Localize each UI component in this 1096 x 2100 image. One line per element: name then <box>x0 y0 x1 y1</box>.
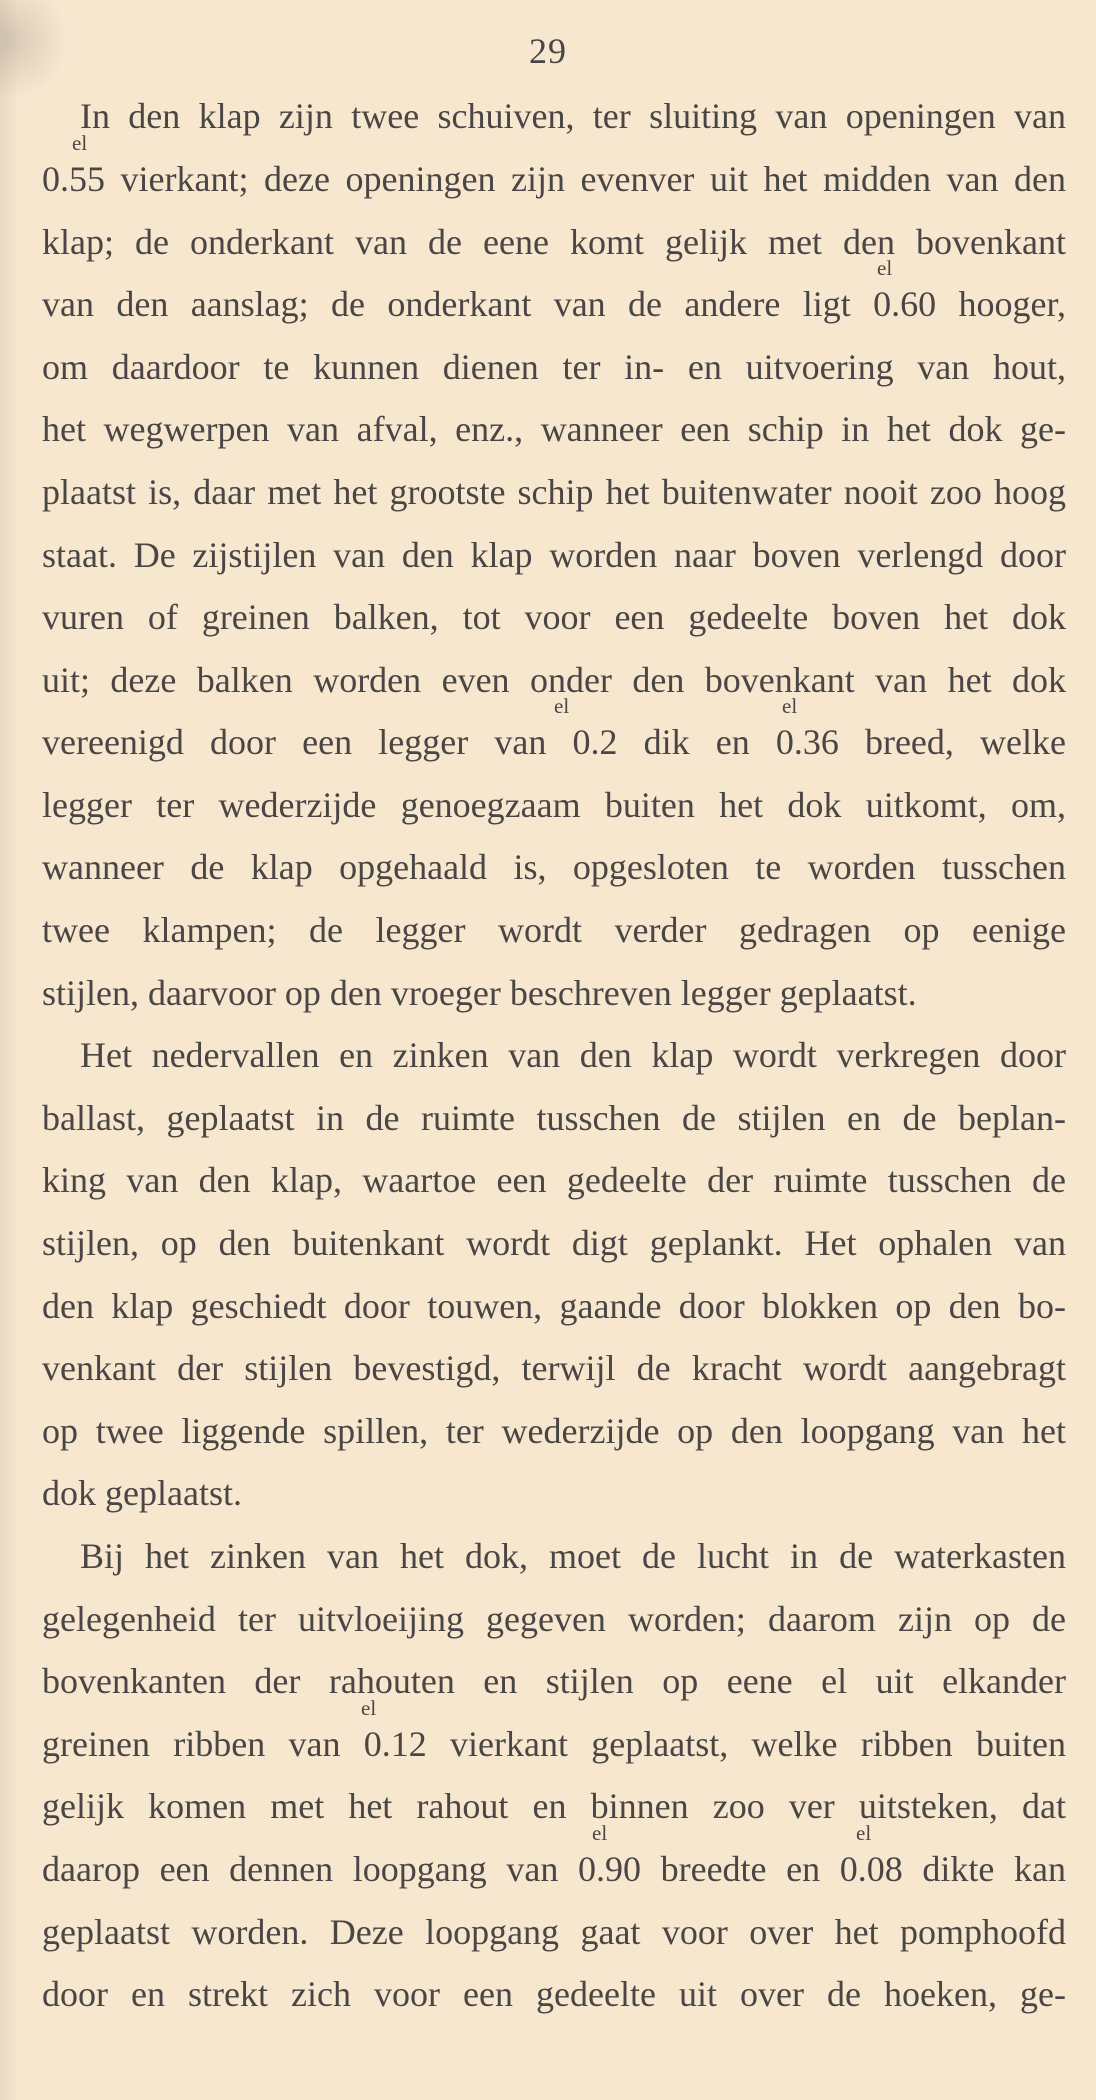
text-line: gelijk komen met het rahout en binnen zoo ver uitsteken, dat <box>42 1786 1066 1826</box>
text-line: daarop een dennen loopgang van 0.90 breedte en 0.08 dikte kan <box>42 1849 1066 1889</box>
text-line: greinen ribben van 0.12 vierkant geplaatst, welke ribben buiten <box>42 1724 1066 1764</box>
text-line: uit; deze balken worden even onder den bovenkant van het dok <box>42 660 1066 700</box>
text-line: plaatst is, daar met het grootste schip het buitenwater nooit zoo hoog <box>42 472 1066 512</box>
text-line: door en strekt zich voor een gedeelte uit over de hoeken, ge- <box>42 1974 1066 2014</box>
text-line: op twee liggende spillen, ter wederzijde op den loopgang van het <box>42 1411 1066 1451</box>
text-line: In den klap zijn twee schuiven, ter sluiting van openingen van <box>80 96 1066 136</box>
unit-mark: el <box>592 1821 608 1845</box>
text-line: vuren of greinen balken, tot voor een gedeelte boven het dok <box>42 597 1066 637</box>
text-line: 0.55 vierkant; deze openingen zijn evenver uit het midden van den <box>42 159 1066 199</box>
text-line: geplaatst worden. Deze loopgang gaat voor over het pomphoofd <box>42 1912 1066 1952</box>
unit-mark: el <box>72 131 88 155</box>
text-line: stijlen, op den buitenkant wordt digt geplankt. Het ophalen van <box>42 1223 1066 1263</box>
text-line: staat. De zijstijlen van den klap worden naar boven verlengd door <box>42 535 1066 575</box>
text-line: wanneer de klap opgehaald is, opgesloten te worden tusschen <box>42 847 1066 887</box>
text-line: dok geplaatst. <box>42 1473 242 1513</box>
text-line: om daardoor te kunnen dienen ter in- en uitvoering van hout, <box>42 347 1066 387</box>
unit-mark: el <box>554 694 570 718</box>
text-line: gelegenheid ter uitvloeijing gegeven worden; daarom zijn op de <box>42 1599 1066 1639</box>
unit-mark: el <box>361 1696 377 1720</box>
text-line: venkant der stijlen bevestigd, terwijl de kracht wordt aangebragt <box>42 1348 1066 1388</box>
unit-mark: el <box>877 256 893 280</box>
unit-mark: el <box>782 694 798 718</box>
text-line: vereenigd door een legger van 0.2 dik en 0.36 breed, welke <box>42 722 1066 762</box>
text-line: twee klampen; de legger wordt verder gedragen op eenige <box>42 910 1066 950</box>
text-line: het wegwerpen van afval, enz., wanneer een schip in het dok ge- <box>42 409 1066 449</box>
text-line: bovenkanten der rahouten en stijlen op eene el uit elkander <box>42 1661 1066 1701</box>
text-line: Bij het zinken van het dok, moet de lucht in de waterkasten <box>80 1536 1066 1576</box>
text-line: Het nedervallen en zinken van den klap wordt verkregen door <box>80 1035 1066 1075</box>
text-line: van den aanslag; de onderkant van de andere ligt 0.60 hooger, <box>42 284 1066 324</box>
text-line: king van den klap, waartoe een gedeelte der ruimte tusschen de <box>42 1160 1066 1200</box>
unit-mark: el <box>856 1821 872 1845</box>
text-line: ballast, geplaatst in de ruimte tusschen de stijlen en de beplan- <box>42 1098 1066 1138</box>
text-line: stijlen, daarvoor op den vroeger beschreven legger geplaatst. <box>42 973 917 1013</box>
text-line: legger ter wederzijde genoegzaam buiten het dok uitkomt, om, <box>42 785 1066 825</box>
text-line: klap; de onderkant van de eene komt gelijk met den bovenkant <box>42 222 1066 262</box>
page-number: 29 <box>529 31 567 71</box>
text-line: den klap geschiedt door touwen, gaande door blokken op den bo- <box>42 1286 1066 1326</box>
